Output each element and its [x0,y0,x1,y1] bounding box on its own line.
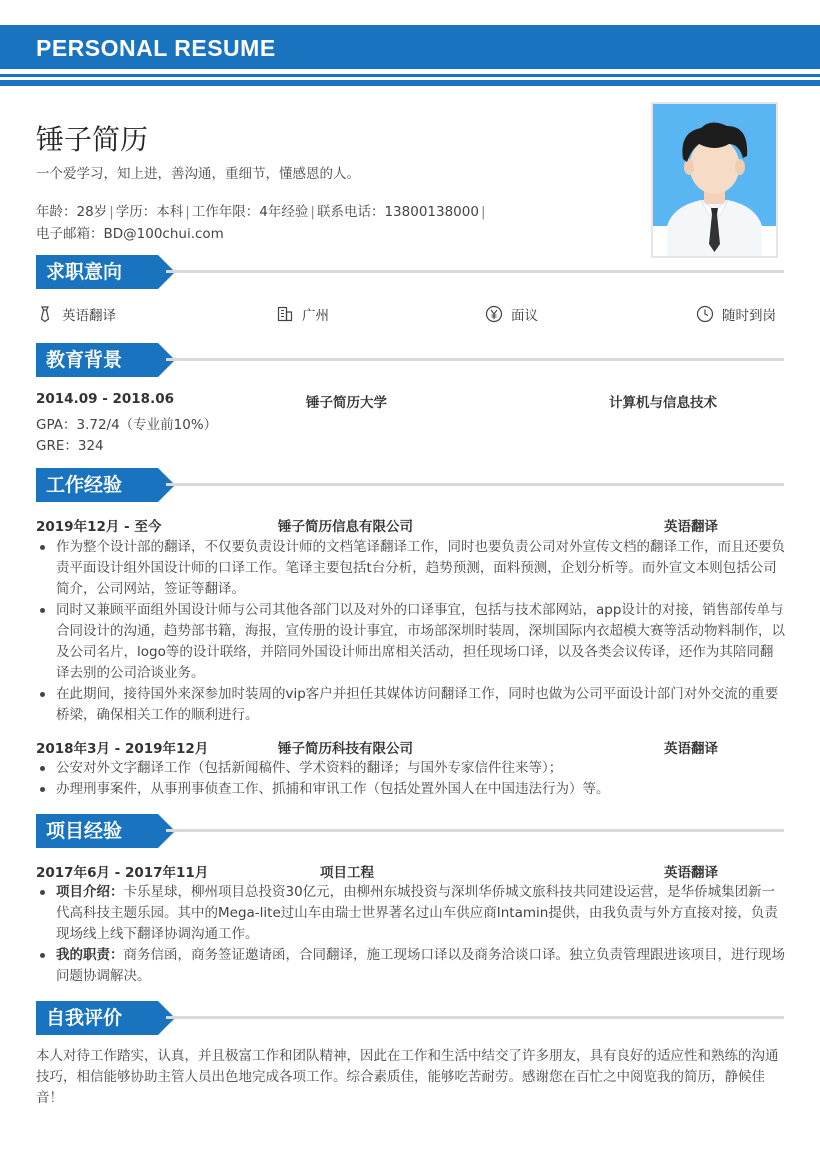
section-title: 自我评价 [36,1001,158,1035]
intent-position-label: 英语翻译 [62,308,116,324]
section-divider [166,829,784,832]
profile-photo [651,102,778,258]
work-duties-list [36,537,786,726]
work-role: 英语翻译 [664,519,718,535]
intent-availability-label: 随时到岗 [722,308,776,324]
education-gpa: GPA：3.72/4（专业前10%） [36,417,218,433]
section-divider [166,483,784,486]
avatar-illustration [653,104,776,256]
header-divider-thick [0,80,820,86]
project-intro-label: 项目介绍： [56,884,124,900]
intent-salary [485,304,538,324]
education-gre: GRE：324 [36,438,104,454]
work-company: 锤子简历科技有限公司 [278,741,413,757]
education-period: 2014.09 - 2018.06 [36,391,174,407]
section-header-self [36,1001,784,1035]
info-phone: 联系电话：13800138000 [316,204,479,220]
education-major: 计算机与信息技术 [609,395,717,411]
self-evaluation: 本人对待工作踏实，认真，并且极富工作和团队精神，因此在工作和生活中结交了许多朋友，具有良好的适应性和熟练的沟通技巧，相信能够协助主管人员出色地完成各项工作。综合素质佳，能够吃苦耐劳。感谢您在百忙之中阅览我的简历，静候佳音！ [36,1048,779,1106]
work-entry-heading [36,515,784,533]
list-item: 办理刑事案件，从事刑事侦查工作、抓捕和审讯工作（包括处置外国人在中国违法行为）等。 [36,779,786,800]
info-education: 学历：本科 [115,204,184,220]
education-entry-heading [36,391,784,409]
work-entry-heading [36,737,784,755]
info-age: 年龄：28岁 [36,204,108,220]
section-header-work [36,468,784,502]
header-banner [0,25,820,69]
section-title: 教育背景 [36,343,158,377]
section-divider [166,1016,784,1019]
intent-position [36,304,116,324]
project-details-list [36,882,786,987]
list-item: 作为整个设计部的翻译，不仅要负责设计师的文档笔译翻译工作，同时也要负责公司对外宣传文档的翻译工作，而且还要负责平面设计组外国设计师的口译工作。笔译主要包括t台分析，趋势预测，面料预测，企划分析等。而外宣文本则包括公司简介，公司网站，签证等翻译。 [36,537,786,600]
project-intro: 卡乐星球，柳州项目总投资30亿元，由柳州东城投资与深圳华侨城文旅科技共同建设运营，是华侨城集团新一代高科技主题乐园。其中的Mega-lite过山车由瑞士世界著名过山车供应商Intamin提供，由我负责与外方直接对接，负责现场线上线下翻译协调沟通工作。 [56,884,778,942]
work-period: 2019年12月 - 至今 [36,519,162,535]
page-title: PERSONAL RESUME [36,35,276,61]
yen-icon [485,305,503,323]
clock-icon [696,305,714,323]
section-divider [166,358,784,361]
list-item: 在此期间，接待国外来深参加时装周的vip客户并担任其媒体访问翻译工作，同时也做为公司平面设计部门对外交流的重要桥梁，确保相关工作的顺利进行。 [36,684,786,726]
section-divider [166,270,784,273]
header-divider [0,74,820,77]
list-item: 同时又兼顾平面组外国设计师与公司其他各部门以及对外的口译事宜，包括与技术部网站，app设计的对接，销售部传单与合同设计的沟通，趋势部书籍，海报，宣传册的设计事宜，市场部深圳时装周，深圳国际内衣超模大赛等活动物料制作，以及公司名片，logo等的设计联络，并陪同外国设计师出席相关活动，担任现场口译，以及各类会议传译，还作为其陪同翻译去别的公司洽谈业务。 [36,600,786,684]
info-email: 电子邮箱：BD@100chui.com [36,226,224,242]
intent-salary-label: 面议 [511,308,538,324]
intent-availability [696,304,776,324]
candidate-motto: 一个爱学习，知上进，善沟通，重细节，懂感恩的人。 [36,166,360,182]
section-title: 项目经验 [36,814,158,848]
section-title: 求职意向 [36,255,158,289]
education-school: 锤子简历大学 [306,395,387,411]
project-duty: 商务信函，商务签证邀请函，合同翻译，施工现场口译以及商务洽谈口译。独立负责管理跟进该项目，进行现场问题协调解决。 [56,947,785,984]
info-experience: 工作年限：4年经验 [191,204,309,220]
section-title: 工作经验 [36,468,158,502]
intent-city-label: 广州 [302,308,329,324]
list-item: 公安对外文字翻译工作（包括新闻稿件、学术资料的翻译；与国外专家信件往来等）； [36,758,786,779]
work-duties-list [36,758,786,800]
section-header-intent [36,255,784,289]
building-icon [276,305,294,323]
project-role: 英语翻译 [664,865,718,881]
project-duty-label: 我的职责： [56,947,124,963]
section-header-education [36,343,784,377]
intent-city [276,304,329,324]
work-period: 2018年3月 - 2019年12月 [36,741,209,757]
work-company: 锤子简历信息有限公司 [278,519,413,535]
candidate-name: 锤子简历 [36,123,149,156]
tie-icon [36,305,54,323]
project-period: 2017年6月 - 2017年11月 [36,865,209,881]
list-item [36,945,786,987]
project-entry-heading [36,861,784,879]
list-item [36,882,786,945]
section-header-project [36,814,784,848]
work-role: 英语翻译 [664,741,718,757]
project-name: 项目工程 [320,865,374,881]
basic-info: 年龄：28岁 | 学历：本科 | 工作年限：4年经验 | 联系电话：13800138000 | [36,204,486,220]
